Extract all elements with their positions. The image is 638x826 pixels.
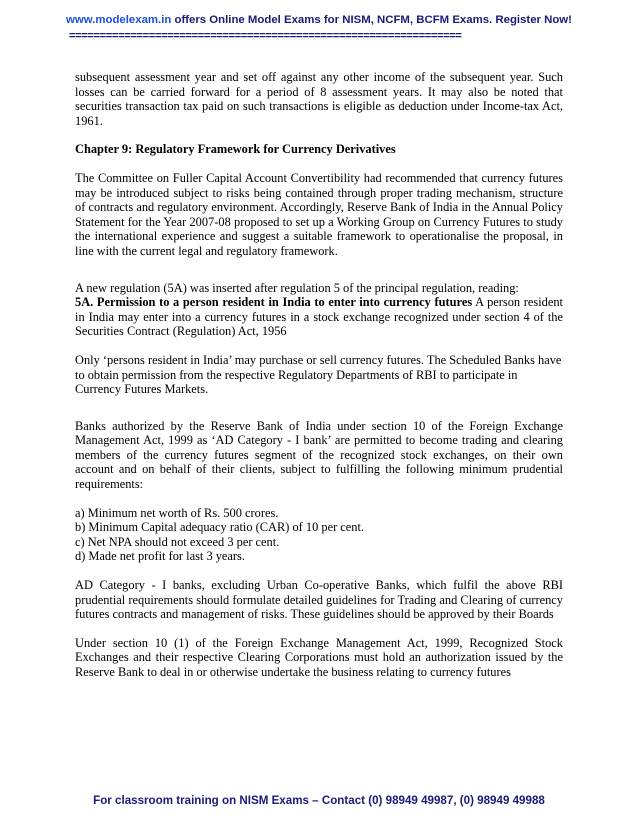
list-item: a) Minimum net worth of Rs. 500 crores. xyxy=(75,505,279,520)
paragraph-regulation-intro: A new regulation (5A) was inserted after regulation 5 of the principal regulation, reading: xyxy=(75,280,519,295)
header-website-link[interactable]: www.modelexam.in xyxy=(66,14,172,26)
regulation-5a-title: 5A. Permission to a person resident in India to enter into currency futures xyxy=(75,295,473,310)
paragraph-carry-forward: subsequent assessment year and set off against any other income of the subsequent year. Such losses can be carried forward for a period of 8 assessment years. It may also be noted that securities transaction tax paid on such transactions is eligible as deduction under Income-tax Act, 1961. xyxy=(75,70,563,128)
paragraph-regulation-5a xyxy=(75,295,563,339)
page-footer: For classroom training on NISM Exams – Contact (0) 98949 49987, (0) 98949 49988 xyxy=(93,794,545,807)
paragraph-ad-category: AD Category - I banks, excluding Urban Co-operative Banks, which fulfil the above RBI prudential requirements should formulate detailed guidelines for Trading and Clearing of currency futures contracts and management of risks. These guidelines should be approved by their Boards xyxy=(75,578,563,622)
paragraph-persons-resident: Only ‘persons resident in India’ may purchase or sell currency futures. The Scheduled Banks have to obtain permission from the respective Regulatory Departments of RBI to participate in Currency Futures Markets. xyxy=(75,352,562,397)
header-rule: ================================================================ xyxy=(69,30,462,42)
regulation-5a-text: A person resident in India may enter into a currency futures in a stock exchange recognized under section 4 of the Securities Contract (Regulation) Act, 1956 xyxy=(75,295,563,339)
page-header xyxy=(0,14,638,26)
list-item: c) Net NPA should not exceed 3 per cent. xyxy=(75,534,280,549)
chapter-heading: Chapter 9: Regulatory Framework for Currency Derivatives xyxy=(75,142,396,157)
paragraph-section-10: Under section 10 (1) of the Foreign Exchange Management Act, 1999, Recognized Stock Exchanges and their respective Clearing Corporations must hold an authorization issued by the Reserve Bank to deal in or otherwise undertake the business relating to currency futures xyxy=(75,635,563,679)
page-body xyxy=(75,70,563,680)
paragraph-committee: The Committee on Fuller Capital Account Convertibility had recommended that currency futures may be introduced subject to risks being contained through proper trading mechanism, structure of contracts and regulatory environment. Accordingly, Reserve Bank of India in the Annual Policy Statement for the Year 2007-08 proposed to set up a Working Group on Currency Futures to study the international experience and suggest a suitable framework to operationalise the proposal, in line with the current legal and regulatory framework. xyxy=(75,170,563,258)
header-text: offers Online Model Exams for NISM, NCFM, BCFM Exams. Register Now! xyxy=(171,14,572,26)
list-item: b) Minimum Capital adequacy ratio (CAR) of 10 per cent. xyxy=(75,520,365,535)
list-item: d) Made net profit for last 3 years. xyxy=(75,549,245,564)
paragraph-banks-authorized: Banks authorized by the Reserve Bank of India under section 10 of the Foreign Exchange Management Act, 1999 as ‘AD Category - I bank’ are permitted to become trading and clearing members of the currency futures segment of the recognized stock exchanges, on their own account and on behalf of their clients, subject to fulfilling the following minimum prudential requirements: xyxy=(75,418,563,492)
